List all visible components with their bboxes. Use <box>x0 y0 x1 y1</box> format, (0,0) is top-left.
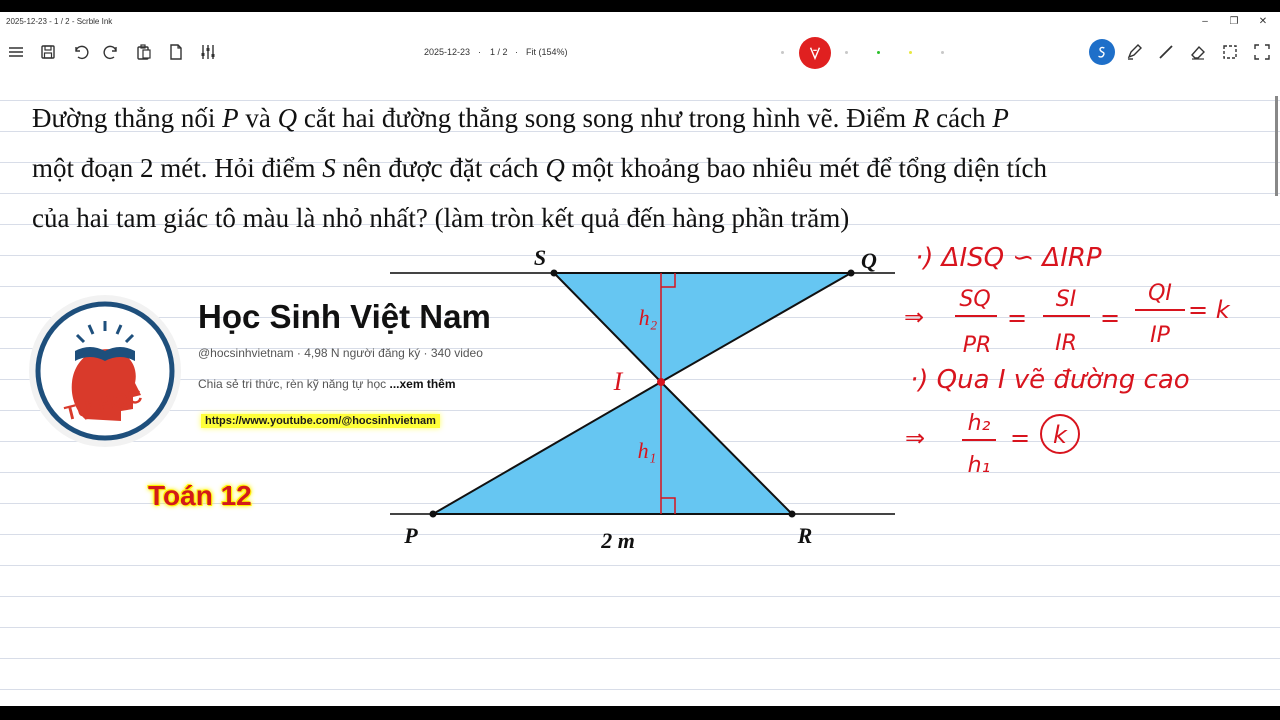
channel-meta: @hocsinhvietnam · 4,98 N người đăng ký · 340 video <box>198 346 483 360</box>
number: 2 <box>140 153 154 183</box>
more-link[interactable]: ...xem thêm <box>389 377 456 391</box>
pen-color-gray[interactable] <box>781 51 784 54</box>
label-pr-length: 2 m <box>601 528 635 553</box>
note-eq-3: = k <box>1188 296 1230 324</box>
title-bar <box>0 12 1280 34</box>
save-icon[interactable] <box>38 42 58 62</box>
text: nên được đặt cách <box>342 153 546 183</box>
note-f3-num: QI <box>1148 281 1172 306</box>
text: một đoạn <box>32 153 140 183</box>
pen-color-light-2[interactable] <box>941 51 944 54</box>
pen-color-yellow[interactable] <box>909 51 912 54</box>
point-q <box>848 270 855 277</box>
settings-sliders-icon[interactable] <box>198 42 218 62</box>
var-p: P <box>992 103 1009 133</box>
undo-icon[interactable] <box>70 42 90 62</box>
note-f2-num: SI <box>1055 287 1077 312</box>
eraser-icon[interactable] <box>1188 42 1208 62</box>
problem-line-2 <box>32 143 1267 193</box>
bottom-triangle <box>433 382 792 514</box>
separator-dot: · <box>478 47 481 57</box>
point-i <box>657 378 665 386</box>
point-s <box>551 270 558 277</box>
channel-logo <box>25 291 185 456</box>
var-q: Q <box>545 153 565 183</box>
pen-color-light[interactable] <box>845 51 848 54</box>
note-implies-1: ⇒ <box>904 303 925 331</box>
note-f2-den: IR <box>1055 331 1077 356</box>
note-f4-den: h₁ <box>967 453 991 478</box>
select-tool-icon[interactable] <box>1220 42 1240 62</box>
label-i: I <box>613 367 623 396</box>
label-q: Q <box>861 248 877 273</box>
var-q: Q <box>277 103 298 133</box>
channel-name[interactable]: Học Sinh Việt Nam <box>198 298 491 335</box>
problem-line-3: của hai tam giác tô màu là nhỏ nhất? (làm tròn kết quả đến hàng phần trăm) <box>32 203 850 233</box>
label-h1: h₁ <box>637 438 657 463</box>
description-text: Chia sẻ tri thức, rèn kỹ năng tự học <box>198 377 390 391</box>
channel-link[interactable]: https://www.youtube.com/@hocsinhvietnam <box>201 414 440 428</box>
minimize-icon[interactable]: – <box>1202 16 1208 27</box>
text: cách <box>936 103 993 133</box>
note-draw-height: ·) Qua I vẽ đường cao <box>910 365 1190 395</box>
pen-blue-selected[interactable] <box>1089 39 1115 65</box>
note-similar-triangles: ·) ΔISQ ∽ ΔIRP <box>915 243 1102 273</box>
geometry-diagram <box>385 240 905 560</box>
var-r: R <box>912 103 930 133</box>
redo-icon[interactable] <box>102 42 122 62</box>
label-p: P <box>404 523 418 548</box>
zoom-level[interactable]: Fit (154%) <box>526 47 568 57</box>
page-indicator[interactable]: 1 / 2 <box>490 47 508 57</box>
label-s: S <box>533 245 547 270</box>
highlighter-icon[interactable] <box>1124 42 1144 62</box>
note-k: k <box>1053 421 1067 449</box>
separator-dot: · <box>515 47 518 57</box>
text: cắt hai đường thẳng song song như trong hình vẽ. Điểm <box>303 103 913 133</box>
note-f3-den: IP <box>1150 323 1170 348</box>
menu-icon[interactable] <box>6 42 26 62</box>
var-s: S <box>322 153 336 183</box>
var-p: P <box>222 103 239 133</box>
pen-color-green[interactable] <box>877 51 880 54</box>
text: và <box>245 103 278 133</box>
problem-statement <box>32 93 1267 243</box>
document-date: 2025-12-23 <box>424 47 471 57</box>
window-title: 2025-12-23 - 1 / 2 - Scrble Ink <box>6 17 113 26</box>
top-triangle <box>554 273 851 382</box>
note-f1-den: PR <box>962 333 992 358</box>
line-tool-icon[interactable] <box>1156 42 1176 62</box>
note-eq-1: = <box>1006 304 1028 332</box>
note-f1-num: SQ <box>959 287 991 312</box>
point-r <box>789 511 796 518</box>
text: Đường thẳng nối <box>32 103 223 133</box>
vertical-scrollbar[interactable] <box>1275 96 1278 196</box>
fullscreen-icon[interactable] <box>1252 42 1272 62</box>
label-h2: h₂ <box>638 305 658 330</box>
problem-line-1 <box>32 93 1267 143</box>
note-eq-2: = <box>1099 304 1121 332</box>
restore-icon[interactable]: ❐ <box>1229 16 1239 27</box>
note-implies-2: ⇒ <box>905 424 926 452</box>
new-page-icon[interactable] <box>166 42 186 62</box>
handwritten-notes <box>895 228 1270 488</box>
label-r: R <box>797 523 813 548</box>
clipboard-icon[interactable] <box>134 42 154 62</box>
pen-red-selected[interactable] <box>799 37 831 69</box>
text: một khoảng bao nhiêu mét để tổng diện tích <box>571 153 1047 183</box>
logo-text: TỰ HỌC <box>62 384 145 426</box>
text: mét. Hỏi điểm <box>160 153 323 183</box>
note-eq-4: = <box>1009 424 1031 452</box>
grade-label: Toán 12 <box>148 480 252 511</box>
close-icon[interactable]: ✕ <box>1258 16 1268 27</box>
note-f4-num: h₂ <box>967 411 991 436</box>
point-p <box>430 511 437 518</box>
toolbar <box>0 34 1280 70</box>
